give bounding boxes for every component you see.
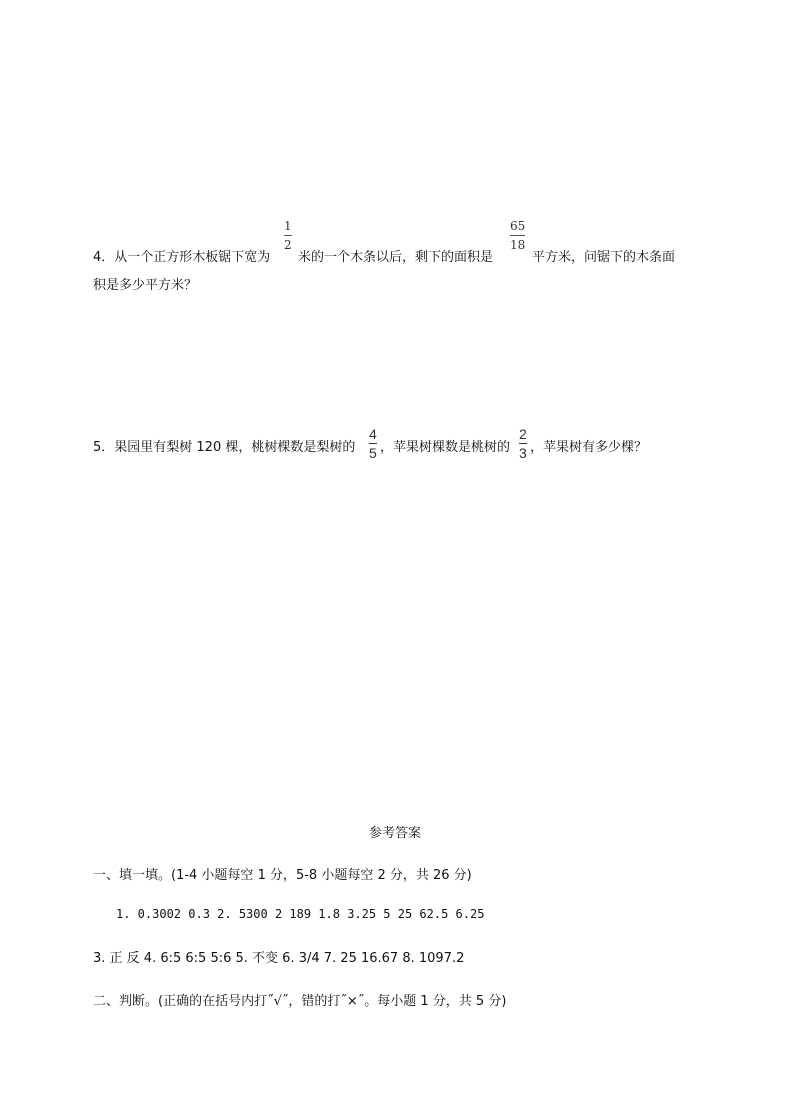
q5-fraction-1	[369, 427, 377, 460]
fraction-bar	[510, 235, 525, 236]
q5-text-part2: ，苹果树棵数是桃树的	[380, 440, 511, 455]
q4-fraction-1	[284, 220, 292, 251]
q5-fraction-2-numerator: 2	[519, 426, 527, 442]
q4-fraction-2-numerator: 65	[510, 219, 526, 233]
q4-fraction-1-numerator: 1	[284, 219, 292, 233]
q4-text-part2: 米的一个木条以后，剩下的面积是	[298, 250, 494, 265]
section-1-answers-line-2: 3. 正 反 4. 6:5 6:5 5:6 5. 不变 6. 3/4 7. 25 16.67 8. 1097.2	[93, 951, 465, 966]
q5-text-part3: ，苹果树有多少棵？	[530, 440, 648, 455]
q4-text-part1: 4．从一个正方形木板锯下宽为	[93, 250, 271, 265]
q4-fraction-2	[510, 220, 525, 251]
q4-text-part3: 平方米，问锯下的木条面	[532, 250, 676, 265]
q5-fraction-2	[519, 427, 527, 460]
q4-fraction-2-denominator: 18	[510, 238, 526, 252]
q5-fraction-1-denominator: 5	[369, 445, 377, 461]
fraction-bar	[519, 443, 527, 444]
section-1-answers-line-1: 1. 0.3002 0.3 2. 5300 2 189 1.8 3.25 5 25 62.5 6.25	[116, 907, 485, 921]
fraction-bar	[284, 235, 292, 236]
q4-fraction-1-denominator: 2	[284, 238, 292, 252]
section-1-heading: 一、填一填。(1-4 小题每空 1 分，5-8 小题每空 2 分，共 26 分)	[93, 868, 472, 883]
fraction-bar	[369, 443, 377, 444]
q5-fraction-2-denominator: 3	[519, 445, 527, 461]
answer-key-title: 参考答案	[368, 826, 421, 841]
q4-text-line2: 积是多少平方米？	[93, 278, 198, 293]
q5-fraction-1-numerator: 4	[369, 426, 377, 442]
section-2-heading: 二、判断。(正确的在括号内打˝√˝，错的打˝×˝。每小题 1 分，共 5 分)	[93, 994, 507, 1009]
q5-text-part1: 5．果园里有梨树 120 棵，桃树棵数是梨树的	[93, 440, 356, 455]
